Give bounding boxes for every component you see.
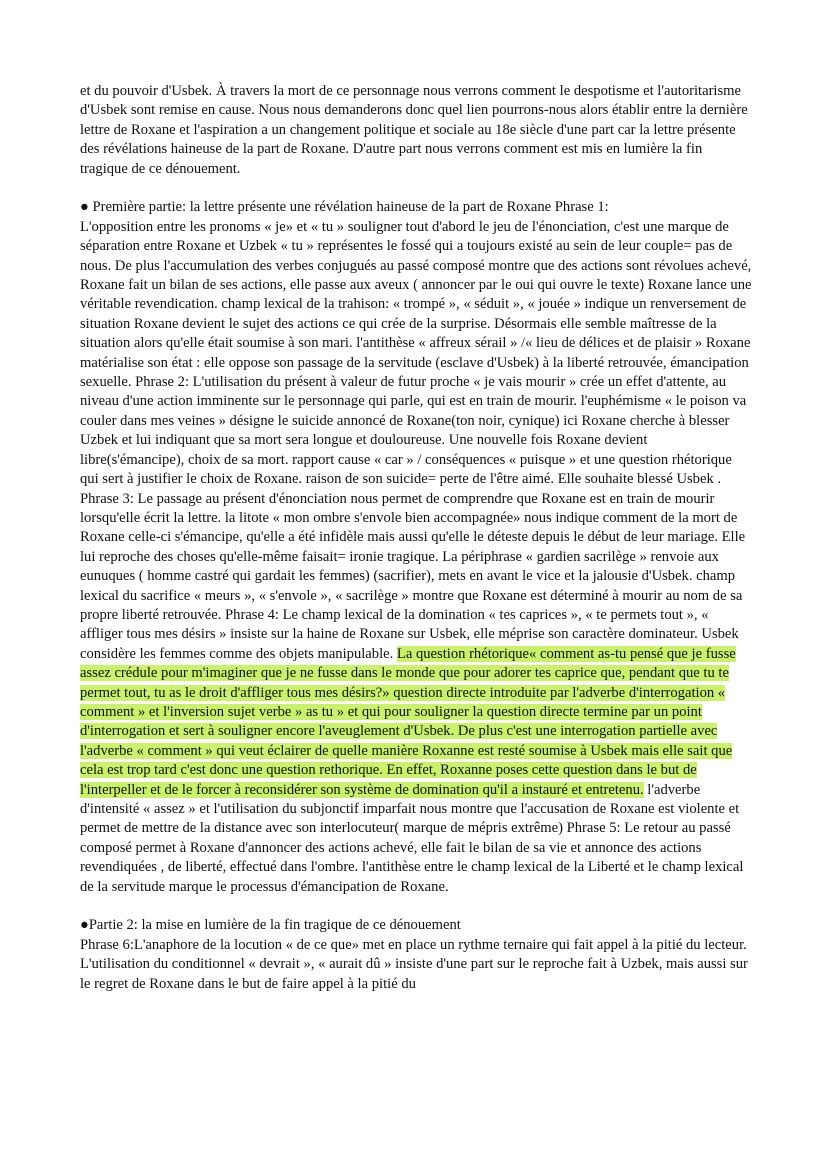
part1-text-after-highlight: l'adverbe d'intensité « assez » et l'utilisation du subjonctif imparfait nous montre que l'accusation de Roxane est violente et permet de mettre de la distance avec son interlocuteur( marque de mépris extrême) Phrase 5: Le retour au passé composé permet à Roxane d'annoncer des actions achevé, elle fait le bilan de sa vie et annonce des actions revendiquées , de liberté, effectué dans l'ombre. l'antithèse entre le champ lexical de la Liberté et le champ lexical de la servitude marque le processus d'émancipation de Roxane.: [80, 781, 744, 895]
paragraph-gap: [80, 179, 752, 198]
part1-body: [80, 218, 752, 897]
document-page: [80, 82, 752, 994]
part1-heading: ● Première partie: la lettre présente une révélation haineuse de la part de Roxane Phrase 1:: [80, 199, 609, 216]
part1-text-before-highlight: L'opposition entre les pronoms « je» et « tu » souligner tout d'abord le jeu de l'énonciation, c'est une marque de séparation entre Roxane et Uzbek « tu » représentes le fossé qui a toujours existé au sein de leur couple= pas de nous. De plus l'accumulation des verbes conjugués au passé composé montre que des actions sont révolues achevé, Roxane fait un bilan de ses actions, elle passe aux aveux ( annoncer par le oui qui ouvre le texte) Roxane lance une véritable revendication. champ lexical de la trahison: « trompé », « séduit », « jouée » indique un renversement de situation Roxane devient le sujet des actions ce qui crée de la surprise. Désormais elle semble maîtresse de la situation alors qu'elle était soumise à son mari. l'antithèse « affreux sérail » /« lieu de délices et de plaisir » Roxane matérialise son état : elle oppose son passage de la servitude (esclave d'Usbek) à la liberté retrouvée, émancipation sexuelle. Phrase 2: L'utilisation du présent à valeur de futur proche « je vais mourir » crée un effet d'attente, au niveau d'une action imminente sur le personnage qui parle, qui est en train de mourir. l'euphémisme « le poison va couler dans mes veines » désigne le suicide annoncé de Roxane(ton noir, cynique) ici Roxane cherche à blesser Uzbek et lui indiquant que sa mort sera longue et douloureuse. Une nouvelle fois Roxane devient libre(s'émancipe), choix de sa mort. rapport cause « car » / conséquences « puisque » et une question rhétorique qui sert à justifier le choix de Roxane. raison de son suicide= perte de l'être aimé. Elle souhaite blessé Usbek . Phrase 3: Le passage au présent d'énonciation nous permet de comprendre que Roxane est en train de mourir lorsqu'elle écrit la lettre. la litote « mon ombre s'envole bien accompagnée» nous indique comment de la mort de Roxane celle-ci s'émancipe, qu'elle a été infidèle mais aussi qu'elle le déteste depuis le début de leur mariage. Elle lui reproche des choses qu'elle-même faisait= ironie tragique. La périphrase « gardien sacrilège » renvoie aux eunuques ( homme castré qui gardait les femmes) (sacrifier), mets en avant le vice et la jalousie d'Usbek. champ lexical du sacrifice « meurs », « s'envole », « sacrilège » montre que Roxane est déterminé à mourir au nom de sa propre liberté retrouvée. Phrase 4: Le champ lexical de la domination « tes caprices », « te permets tout », « affliger tous mes désirs » insiste sur la haine de Roxane sur Usbek, elle méprise son caractère dominateur. Usbek considère les femmes comme des objets manipulable.: [80, 218, 752, 662]
part2-heading: ●Partie 2: la mise en lumière de la fin tragique de ce dénouement: [80, 917, 461, 934]
paragraph-gap: [80, 897, 752, 916]
part2-body: Phrase 6:L'anaphore de la locution « de ce que» met en place un rythme ternaire qui fait appel à la pitié du lecteur. L'utilisation du conditionnel « devrait », « aurait dû » insiste d'une part sur le reproche fait à Uzbek, mais aussi sur le regret de Roxane dans le but de faire appel à la pitié du: [80, 936, 748, 992]
highlighted-passage: La question rhétorique« comment as-tu pensé que je fusse assez crédule pour m'imaginer que je ne fusse dans le monde que pour adorer tes caprice que, pendant que tu te permet tout, tu as le droit d'affliger tous mes désirs?» question directe introduite par l'adverbe d'interrogation « comment » et l'inversion sujet verbe » as tu » et qui pour souligner la question directe termine par un point d'interrogation et sert à souligner encore l'aveuglement d'Usbek. De plus c'est une interrogation partielle avec l'adverbe « comment » qui veut éclairer de quelle manière Roxanne est resté soumise à Usbek mais elle sait que cela est trop tard c'est donc une question rethorique. En effet, Roxanne poses cette question dans le but de l'interpeller et de le forcer à reconsidérer son système de domination qu'il a instauré et entretenu.: [80, 645, 736, 798]
intro-paragraph: et du pouvoir d'Usbek. À travers la mort de ce personnage nous verrons comment le despotisme et l'autoritarisme d'Usbek sont remise en cause. Nous nous demanderons donc quel lien pourrons-nous alors établir entre la dernière lettre de Roxane et l'aspiration a un changement politique et sociale au 18e siècle d'une part car la lettre présente des révélations haineuse de la part de Roxane. D'autre part nous verrons comment est mis en lumière la fin tragique de ce dénouement.: [80, 83, 748, 177]
